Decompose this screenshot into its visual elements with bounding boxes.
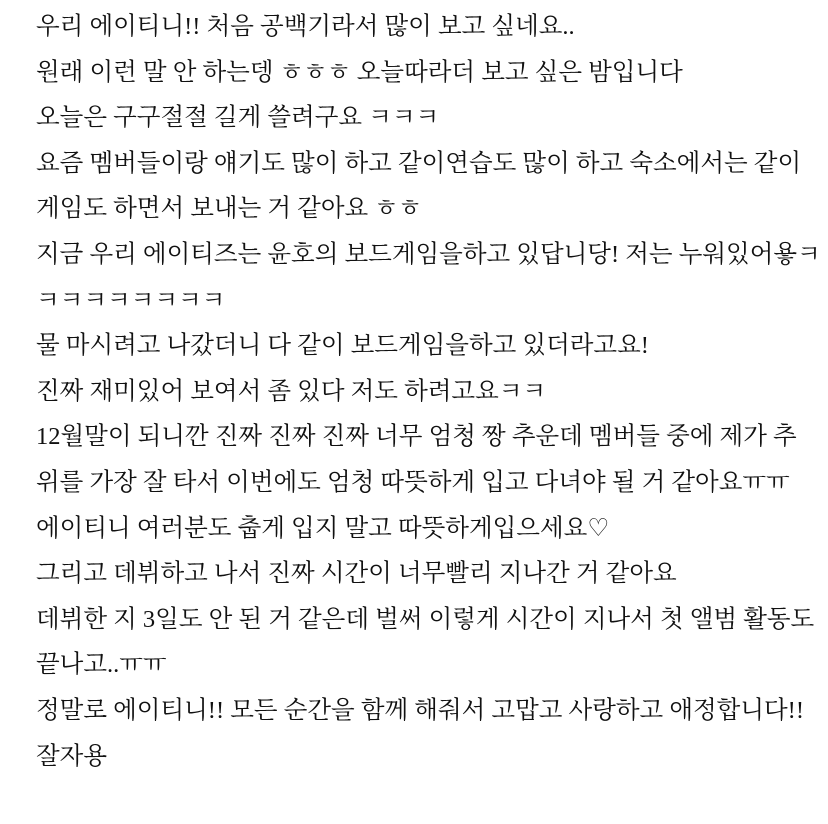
letter-line: 물 마시려고 나갔더니 다 같이 보드게임을하고 있더라고요!: [36, 332, 649, 360]
letter-line: 끝나고..ㅠㅠ: [36, 651, 167, 679]
letter-line: 12월말이 되니깐 진짜 진짜 진짜 너무 엄청 짱 추운데 멤버들 중에 제가 추: [36, 423, 797, 451]
letter-line: 잘자용: [36, 742, 108, 770]
letter-line: 위를 가장 잘 타서 이번에도 엄청 따뜻하게 입고 다녀야 될 거 같아요ㅠㅠ: [36, 468, 790, 496]
letter-line: 지금 우리 에이티즈는 윤호의 보드게임을하고 있답니당! 저는 누워있어욯ㅋ: [36, 240, 821, 268]
letter-line: 게임도 하면서 보내는 거 같아요 ㅎㅎ: [36, 195, 422, 223]
letter-line: 데뷔한 지 3일도 안 된 거 같은데 벌써 이렇게 시간이 지나서 첫 앨범 활동도: [36, 605, 815, 633]
letter-line: 원래 이런 말 안 하는뎅 ㅎㅎㅎ 오늘따라더 보고 싶은 밤입니다: [36, 58, 683, 86]
letter-line: 진짜 재미있어 보여서 좀 있다 저도 하려고요ㅋㅋ: [36, 377, 547, 405]
letter-line: 에이티니 여러분도 춥게 입지 말고 따뜻하게입으세요♡: [36, 514, 610, 542]
letter-line: 요즘 멤버들이랑 얘기도 많이 하고 같이연습도 많이 하고 숙소에서는 같이: [36, 149, 802, 177]
letter-line: 우리 에이티니!! 처음 공백기라서 많이 보고 싶네요..: [36, 13, 575, 40]
letter-body: [36, 10, 821, 785]
letter-line: 그리고 데뷔하고 나서 진짜 시간이 너무빨리 지나간 거 같아요: [36, 560, 677, 588]
letter-line: 정말로 에이티니!! 모든 순간을 함께 해줘서 고맙고 사랑하고 애정합니다!!: [36, 696, 804, 724]
letter-line: ㅋㅋㅋㅋㅋㅋㅋㅋ: [36, 286, 226, 314]
letter-line: 오늘은 구구절절 길게 쓸려구요 ㅋㅋㅋ: [36, 104, 440, 132]
